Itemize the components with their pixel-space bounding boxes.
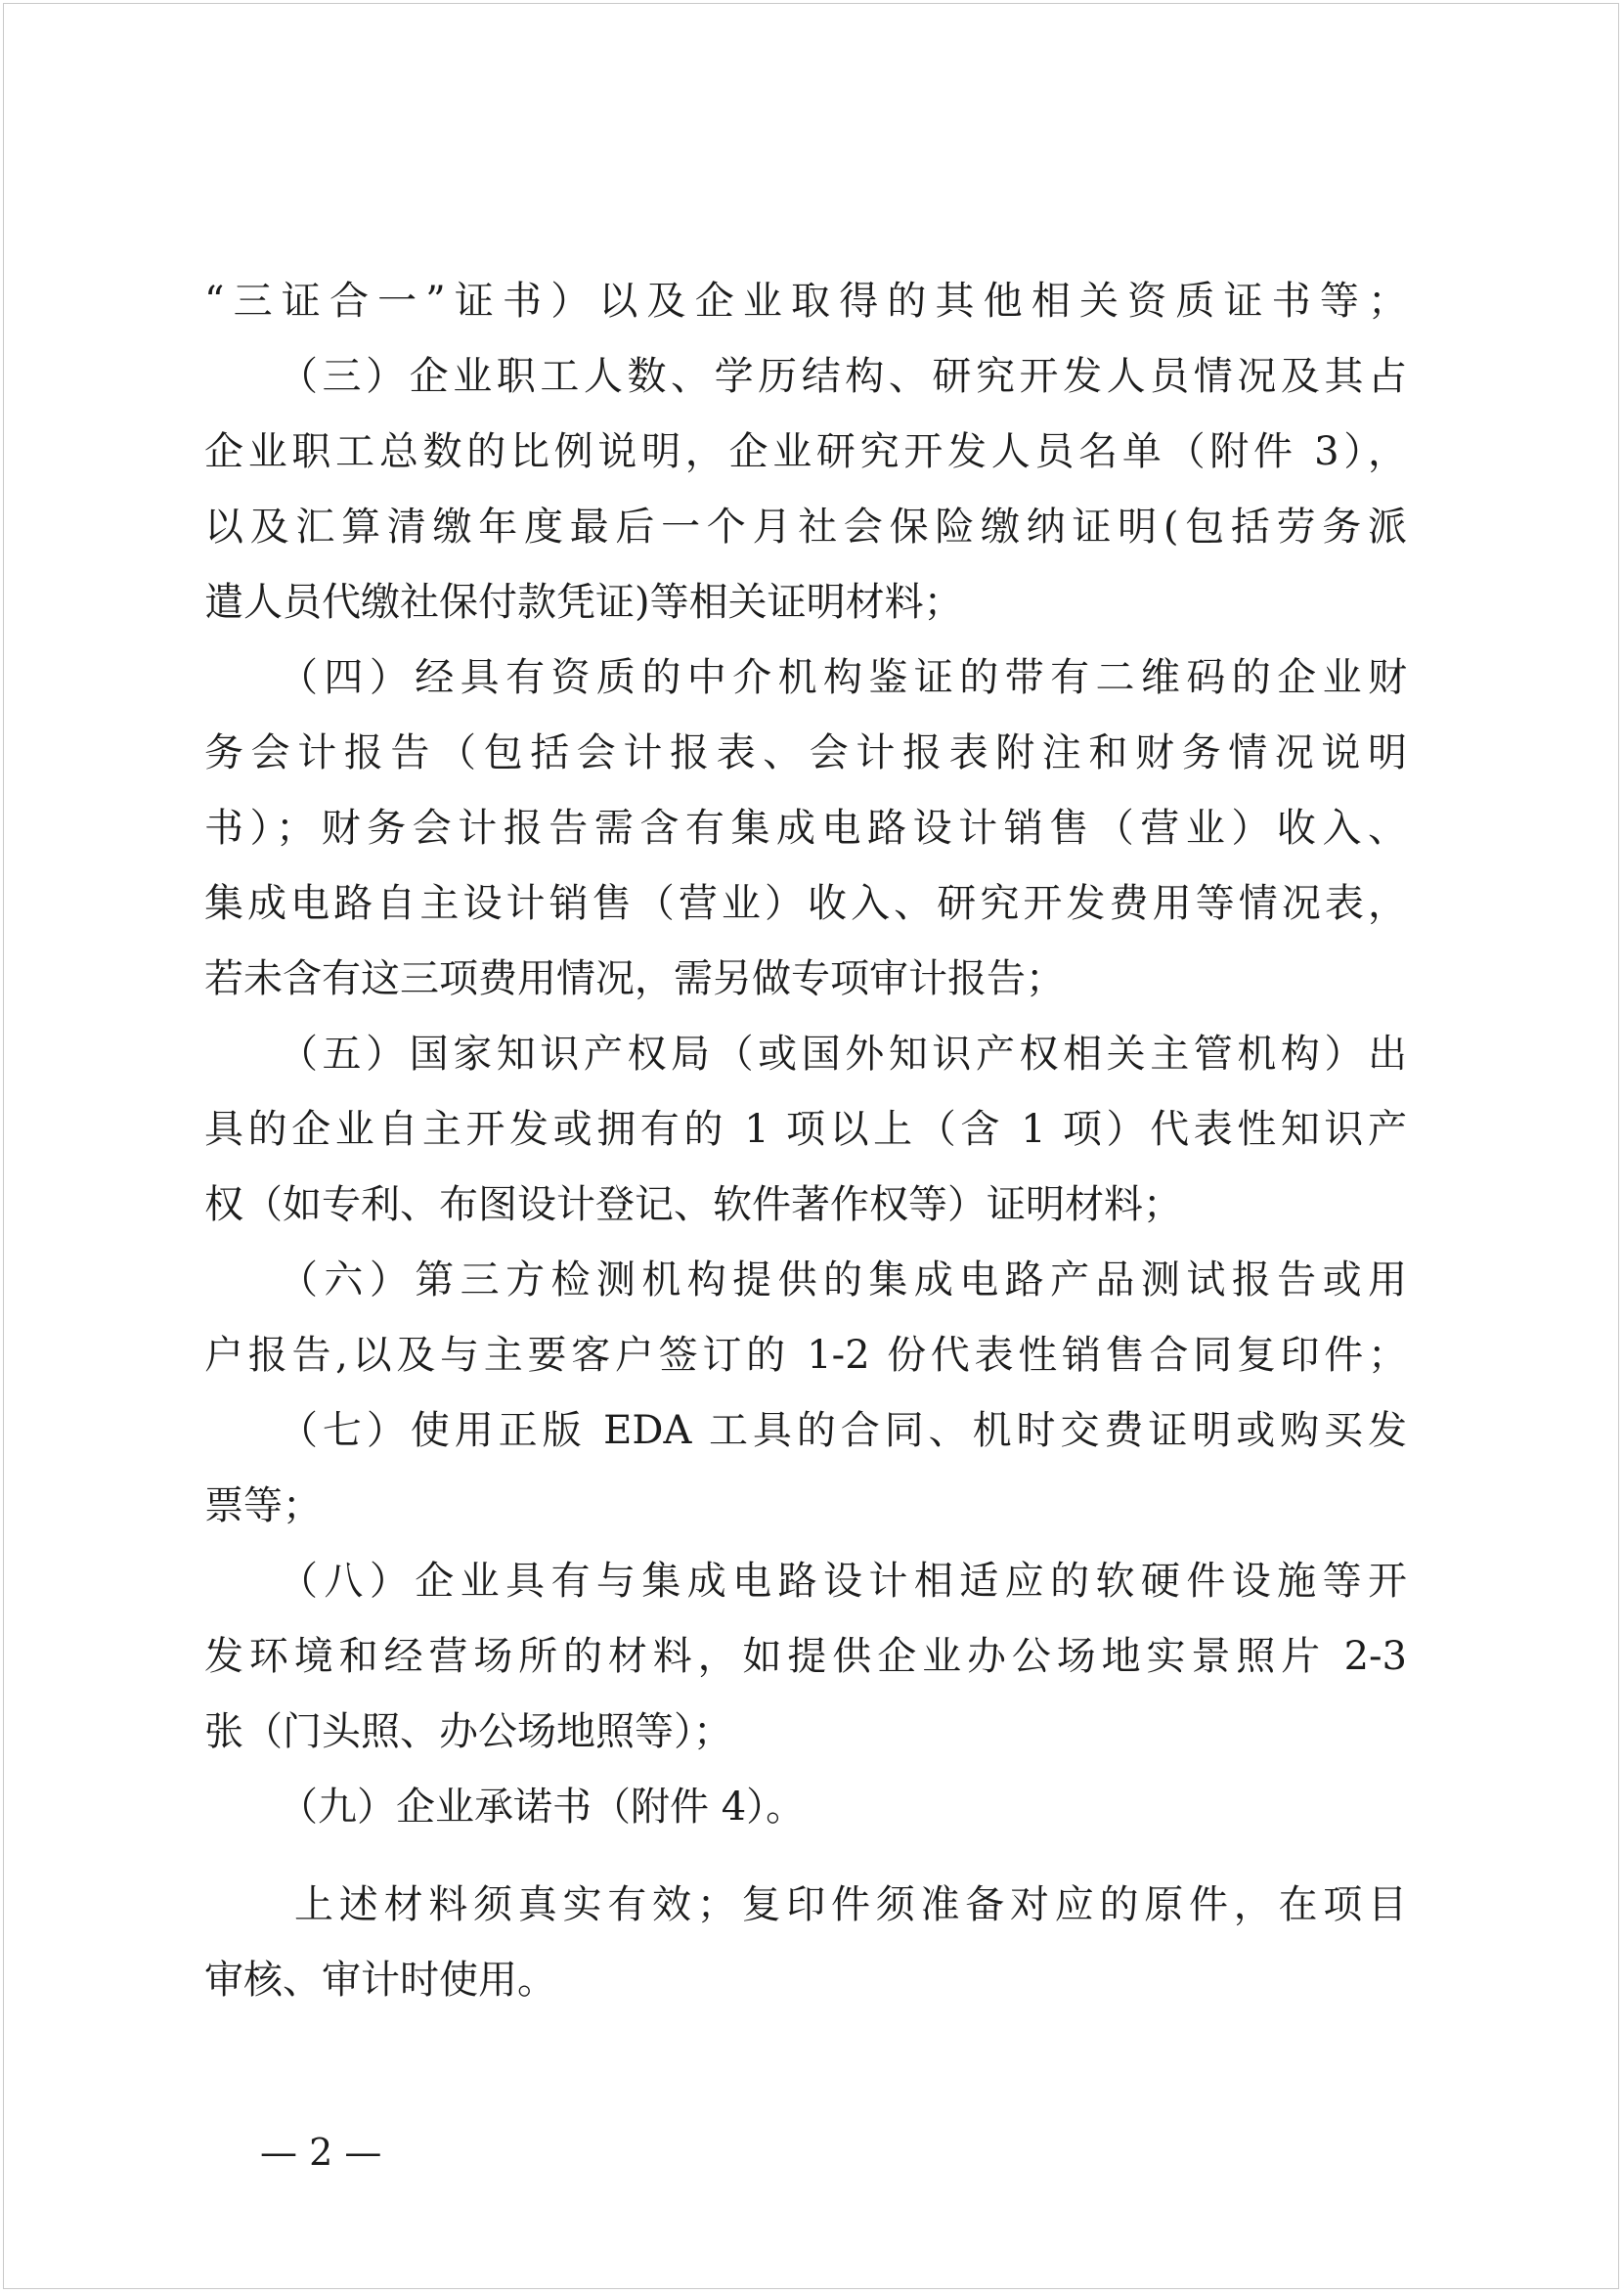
paragraph-line-21: （九）企业承诺书（附件 4）。 [279, 1785, 806, 1830]
paragraph-line-23: 审核、审计时使用。 [204, 1958, 556, 2003]
paragraph-line-16: （七）使用正版 EDA 工具的合同、机时交费证明或购买发 [279, 1408, 1407, 1453]
paragraph-line-12: 具的企业自主开发或拥有的 1 项以上（含 1 项）代表性知识产 [204, 1107, 1407, 1152]
paragraph-line-1: “三证合一”证书）以及企业取得的其他相关资质证书等； [204, 279, 1407, 324]
paragraph-line-19: 发环境和经营场所的材料，如提供企业办公场地实景照片 2-3 [204, 1634, 1407, 1679]
paragraph-line-11: （五）国家知识产权局（或国外知识产权相关主管机构）出 [279, 1032, 1407, 1077]
paragraph-line-8: 书）；财务会计报告需含有集成电路设计销售（营业）收入、 [204, 806, 1407, 851]
paragraph-line-6: （四）经具有资质的中介机构鉴证的带有二维码的企业财 [279, 655, 1407, 700]
paragraph-line-17: 票等； [204, 1483, 322, 1528]
paragraph-line-13: 权（如专利、布图设计登记、软件著作权等）证明材料； [204, 1182, 1182, 1227]
document-page [3, 3, 1619, 2289]
paragraph-line-9: 集成电路自主设计销售（营业）收入、研究开发费用等情况表， [204, 881, 1407, 926]
paragraph-line-20: 张（门头照、办公场地照等）； [204, 1709, 732, 1754]
paragraph-line-4: 以及汇算清缴年度最后一个月社会保险缴纳证明(包括劳务派 [204, 505, 1407, 550]
paragraph-line-22: 上述材料须真实有效；复印件须准备对应的原件，在项目 [294, 1882, 1407, 1927]
paragraph-line-7: 务会计报告（包括会计报表、会计报表附注和财务情况说明 [204, 730, 1407, 775]
paragraph-line-15: 户报告,以及与主要客户签订的 1-2 份代表性销售合同复印件； [204, 1333, 1407, 1378]
paragraph-line-2: （三）企业职工人数、学历结构、研究开发人员情况及其占 [279, 354, 1407, 399]
paragraph-line-5: 遣人员代缴社保付款凭证)等相关证明材料； [204, 580, 963, 625]
paragraph-line-10: 若未含有这三项费用情况，需另做专项审计报告； [204, 956, 1065, 1001]
paragraph-line-3: 企业职工总数的比例说明，企业研究开发人员名单（附件 3）， [204, 429, 1407, 474]
page-number: — 2 — [260, 2131, 382, 2174]
paragraph-line-14: （六）第三方检测机构提供的集成电路产品测试报告或用 [279, 1257, 1407, 1302]
paragraph-line-18: （八）企业具有与集成电路设计相适应的软硬件设施等开 [279, 1559, 1407, 1604]
